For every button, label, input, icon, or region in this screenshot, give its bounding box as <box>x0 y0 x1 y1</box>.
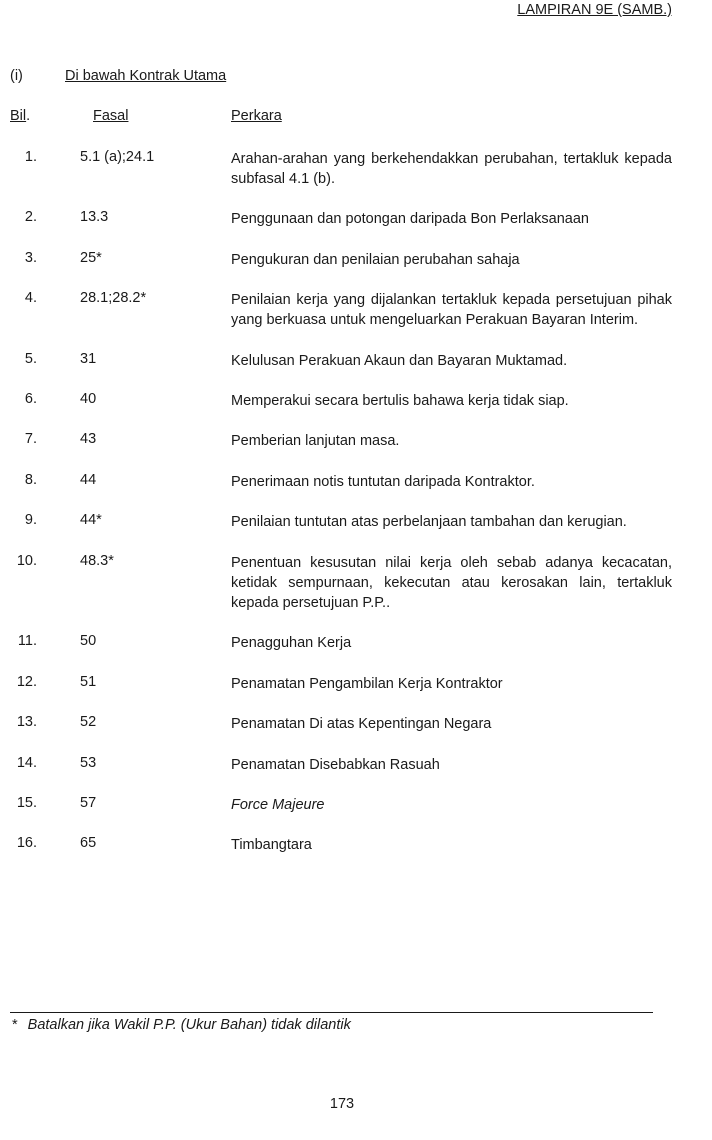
section-number: (i) <box>10 68 23 84</box>
row-fasal: 44* <box>80 512 102 528</box>
row-fasal: 53 <box>80 755 97 771</box>
row-perkara: Penentuan kesusutan nilai kerja oleh sebab adanya kecacatan, ketidak sempurnaan, kekecutan atau kerosakan lain, tertakluk kepada persetujuan P.P.. <box>231 555 672 611</box>
row-fasal: 5.1 (a);24.1 <box>80 149 155 165</box>
row-fasal: 43 <box>80 431 97 447</box>
page-number: 173 <box>329 1096 355 1112</box>
row-number: 9. <box>24 512 37 528</box>
row-number: 13. <box>16 714 37 730</box>
footnote <box>12 1017 351 1033</box>
row-fasal: 28.1;28.2* <box>80 290 147 306</box>
footnote-text: Batalkan jika Wakil P.P. (Ukur Bahan) tidak dilantik <box>27 1017 351 1033</box>
column-header-fasal: Fasal <box>93 108 129 124</box>
row-perkara: Penamatan Disebabkan Rasuah <box>231 757 440 773</box>
section-title: Di bawah Kontrak Utama <box>65 68 227 84</box>
row-perkara: Penerimaan notis tuntutan daripada Kontraktor. <box>231 474 535 490</box>
row-perkara: Penamatan Pengambilan Kerja Kontraktor <box>231 676 503 692</box>
row-number: 11. <box>17 633 37 649</box>
row-number: 14. <box>16 755 37 771</box>
row-number: 15. <box>16 795 37 811</box>
row-number: 1. <box>24 149 37 165</box>
row-fasal: 13.3 <box>80 209 109 225</box>
row-fasal: 44 <box>80 472 97 488</box>
row-perkara: Penilaian kerja yang dijalankan tertakluk kepada persetujuan pihak yang berkuasa untuk mengeluarkan Perakuan Bayaran Interim. <box>231 292 672 328</box>
row-perkara: Timbangtara <box>231 837 312 853</box>
row-number: 8. <box>24 472 37 488</box>
row-number: 12. <box>16 674 37 690</box>
row-perkara: Penagguhan Kerja <box>231 635 352 651</box>
row-perkara: Penamatan Di atas Kepentingan Negara <box>231 716 492 732</box>
column-header-bil <box>10 108 30 124</box>
row-number: 5. <box>24 351 37 367</box>
column-header-bil-dot: . <box>26 108 31 124</box>
row-number: 6. <box>24 391 37 407</box>
row-perkara: Kelulusan Perakuan Akaun dan Bayaran Muktamad. <box>231 353 568 369</box>
row-fasal: 40 <box>80 391 97 407</box>
row-perkara: Arahan-arahan yang berkehendakkan perubahan, tertakluk kepada subfasal 4.1 (b). <box>231 151 672 187</box>
row-number: 2. <box>24 209 37 225</box>
row-number: 4. <box>24 290 37 306</box>
row-fasal: 65 <box>80 835 97 851</box>
footnote-divider <box>10 1012 653 1013</box>
row-fasal: 57 <box>80 795 97 811</box>
row-perkara: Pemberian lanjutan masa. <box>231 433 400 449</box>
column-header-perkara: Perkara <box>231 108 282 124</box>
row-perkara: Pengukuran dan penilaian perubahan sahaja <box>231 252 520 268</box>
row-perkara: Force Majeure <box>231 797 325 813</box>
footnote-marker: * <box>12 1017 18 1033</box>
appendix-label: LAMPIRAN 9E (SAMB.) <box>517 2 672 18</box>
row-perkara: Penilaian tuntutan atas perbelanjaan tambahan dan kerugian. <box>231 514 627 530</box>
row-fasal: 25* <box>80 250 102 266</box>
row-number: 7. <box>24 431 37 447</box>
row-fasal: 50 <box>80 633 97 649</box>
row-fasal: 31 <box>80 351 97 367</box>
row-number: 10. <box>16 553 37 569</box>
row-number: 3. <box>24 250 37 266</box>
row-fasal: 51 <box>80 674 97 690</box>
row-fasal: 52 <box>80 714 97 730</box>
row-number: 16. <box>16 835 37 851</box>
row-perkara: Memperakui secara bertulis bahawa kerja tidak siap. <box>231 393 569 409</box>
row-perkara: Penggunaan dan potongan daripada Bon Perlaksanaan <box>231 211 589 227</box>
column-header-bil-label: Bil <box>10 108 27 124</box>
row-fasal: 48.3* <box>80 553 114 569</box>
